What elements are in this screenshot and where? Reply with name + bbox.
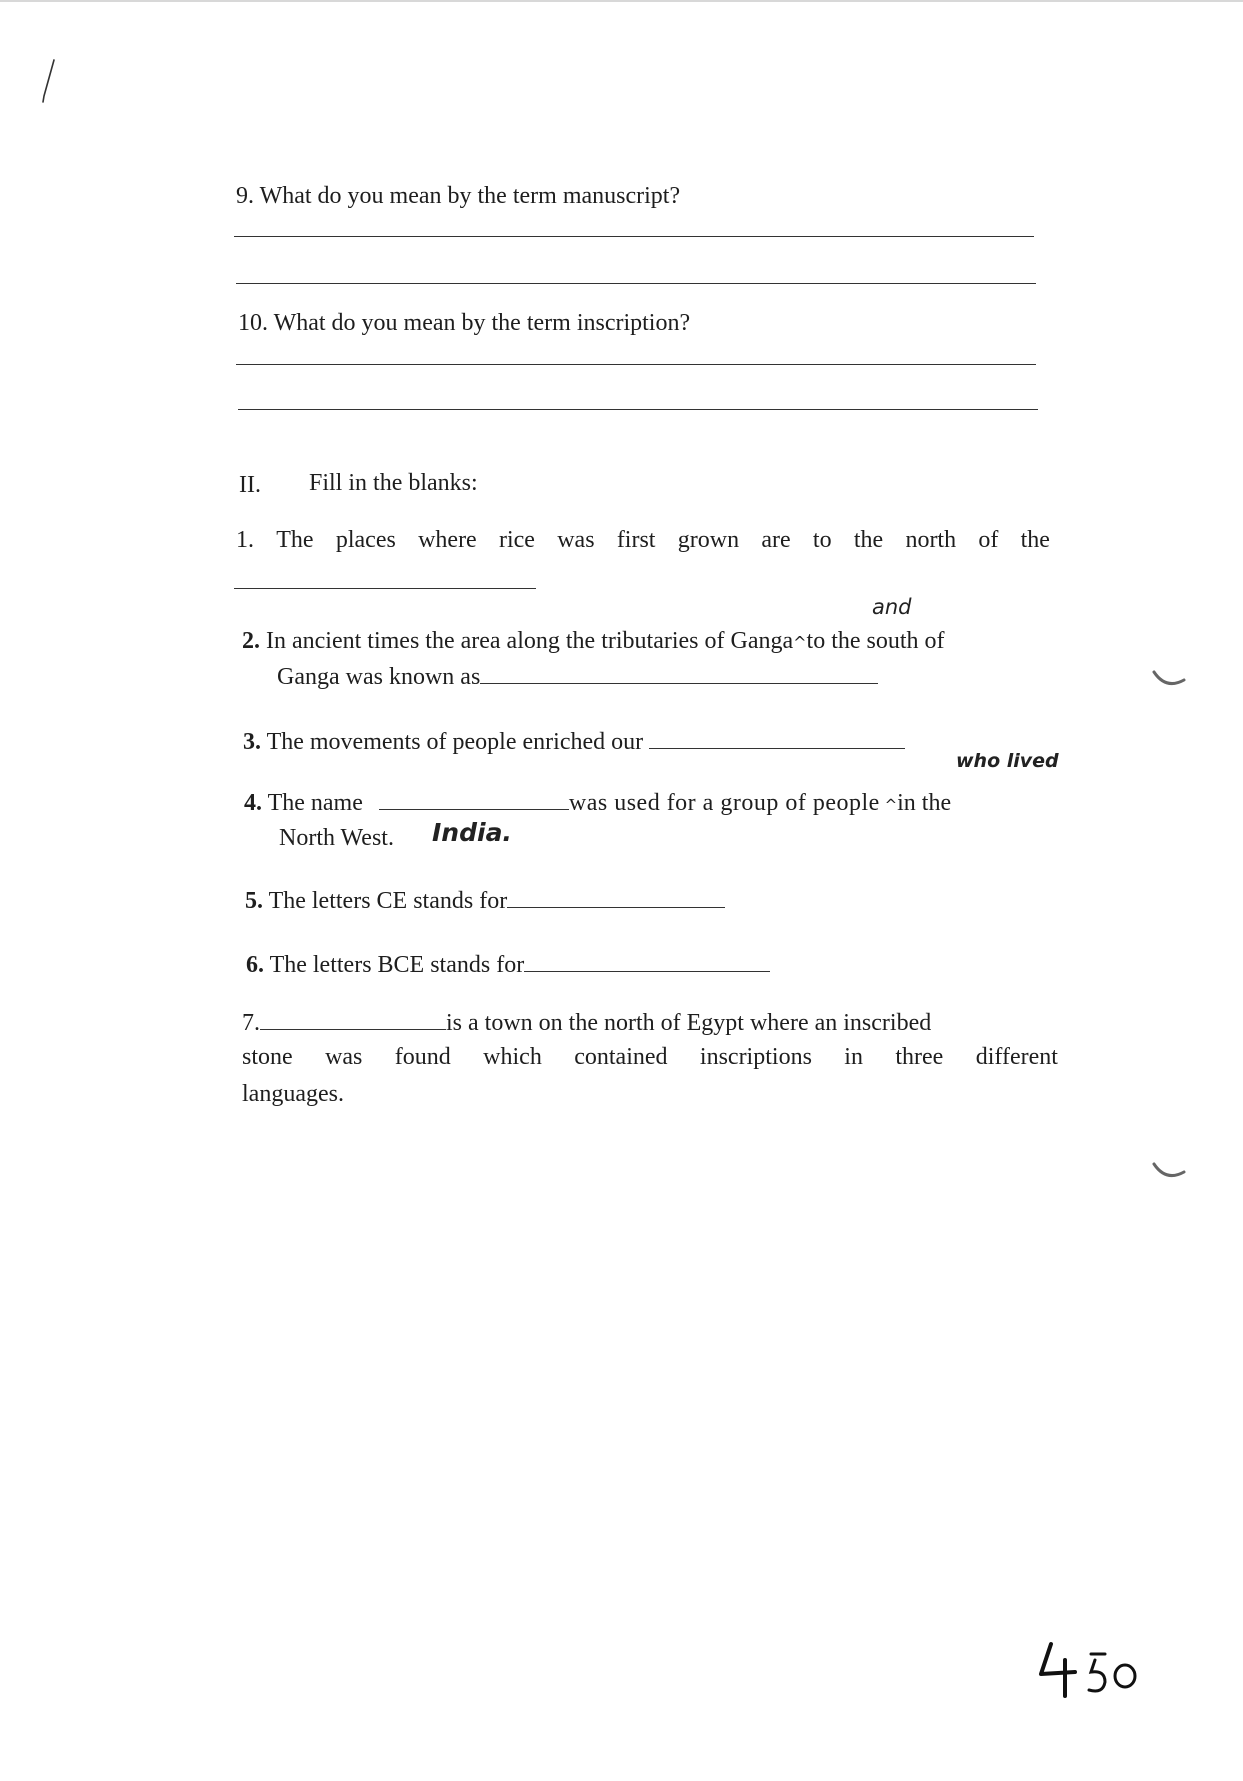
- fill-q5-number: 5.: [245, 888, 263, 914]
- fill-q1-word: 1.: [236, 527, 254, 553]
- caret-mark-icon: ^: [879, 796, 898, 814]
- fill-q3-text: The movements of people enriched our: [266, 729, 644, 755]
- question-9: 9. What do you mean by the term manuscript?: [236, 183, 681, 209]
- caret-mark-icon: ^: [793, 633, 807, 652]
- fill-q1-word: north: [905, 527, 957, 553]
- fill-question-7-line1: [242, 1011, 931, 1035]
- page-number-value: 450: [1035, 1638, 1037, 1639]
- fill-blank-1: [234, 588, 536, 589]
- fill-q4-text-a: The name: [267, 790, 363, 816]
- fill-q1-word: where: [418, 527, 477, 553]
- answer-line-9b: [236, 283, 1036, 284]
- fill-q1-word: rice: [498, 527, 535, 553]
- fill-q7-word: three: [895, 1044, 944, 1070]
- binder-hole-shadow-icon: [1152, 668, 1186, 688]
- scan-top-edge: [0, 0, 1243, 2]
- fill-q5-text: The letters CE stands for: [268, 888, 508, 914]
- fill-question-2-line2: [277, 665, 878, 689]
- handwritten-page-number: [1035, 1638, 1145, 1698]
- fill-q4-number: 4.: [244, 790, 262, 816]
- fill-q7-text-a: is a town on the north of Egypt where an inscribed: [446, 1010, 932, 1036]
- fill-q1-word: of: [978, 527, 999, 553]
- handwritten-answer-india: India.: [432, 818, 512, 847]
- fill-q7-word: found: [394, 1044, 451, 1070]
- answer-line-10a: [236, 364, 1036, 365]
- fill-question-7-line3: languages.: [242, 1081, 344, 1107]
- fill-q1-word: the: [853, 527, 884, 553]
- fill-q4-text-b: was used for a group of people: [568, 790, 880, 816]
- fill-q4-text-c: in the: [897, 790, 952, 816]
- handwritten-who-lived-annotation: who lived: [956, 750, 1059, 772]
- fill-question-3: [243, 730, 905, 754]
- fill-blank-3: [649, 730, 905, 749]
- fill-q2-number: 2.: [242, 628, 260, 654]
- handwritten-and-annotation: and: [872, 595, 912, 619]
- fill-question-1-line: [236, 528, 1050, 552]
- fill-question-4-line1: [244, 791, 951, 815]
- answer-line-10b: [238, 409, 1038, 410]
- fill-question-4-line2: North West.: [279, 825, 394, 851]
- fill-question-5: [245, 889, 725, 913]
- question-10: 10. What do you mean by the term inscription?: [238, 310, 691, 336]
- fill-question-2-line1: [242, 629, 945, 653]
- fill-q2-text-a: In ancient times the area along the tributaries of Ganga: [266, 628, 794, 654]
- fill-question-6: [246, 953, 770, 977]
- fill-q7-word: which: [483, 1044, 542, 1070]
- fill-q1-word: The: [276, 527, 314, 553]
- binder-hole-shadow-icon: [1152, 1160, 1186, 1180]
- fill-blank-5: [507, 889, 725, 908]
- fill-blank-4: [379, 791, 569, 810]
- fill-blank-6: [524, 953, 770, 972]
- fill-question-7-line2: [242, 1045, 1058, 1069]
- fill-q1-word: grown: [677, 527, 740, 553]
- fill-q7-number: 7.: [242, 1010, 260, 1036]
- fill-q7-word: in: [844, 1044, 863, 1070]
- fill-q1-word: to: [812, 527, 832, 553]
- fill-q1-word: first: [616, 527, 656, 553]
- fill-q6-number: 6.: [246, 952, 264, 978]
- fill-q7-word: stone: [242, 1044, 293, 1070]
- fill-q2-text-c: Ganga was known as: [277, 664, 481, 690]
- answer-line-9a: [234, 236, 1034, 237]
- fill-q7-word: was: [325, 1044, 363, 1070]
- fill-q1-word: are: [761, 527, 791, 553]
- fill-q1-word: the: [1020, 527, 1050, 553]
- fill-q3-number: 3.: [243, 729, 261, 755]
- fill-q7-word: inscriptions: [699, 1044, 812, 1070]
- fill-blank-7: [260, 1011, 446, 1030]
- fill-q7-word: different: [975, 1044, 1058, 1070]
- section-number: II.: [239, 472, 261, 498]
- fill-q1-word: places: [335, 527, 396, 553]
- margin-pen-mark: [40, 58, 56, 104]
- fill-q2-text-b: to the south of: [806, 628, 945, 654]
- section-title: Fill in the blanks:: [309, 470, 478, 496]
- fill-q6-text: The letters BCE stands for: [269, 952, 525, 978]
- fill-q1-word: was: [557, 527, 595, 553]
- fill-q7-word: contained: [574, 1044, 668, 1070]
- fill-blank-2: [480, 665, 878, 684]
